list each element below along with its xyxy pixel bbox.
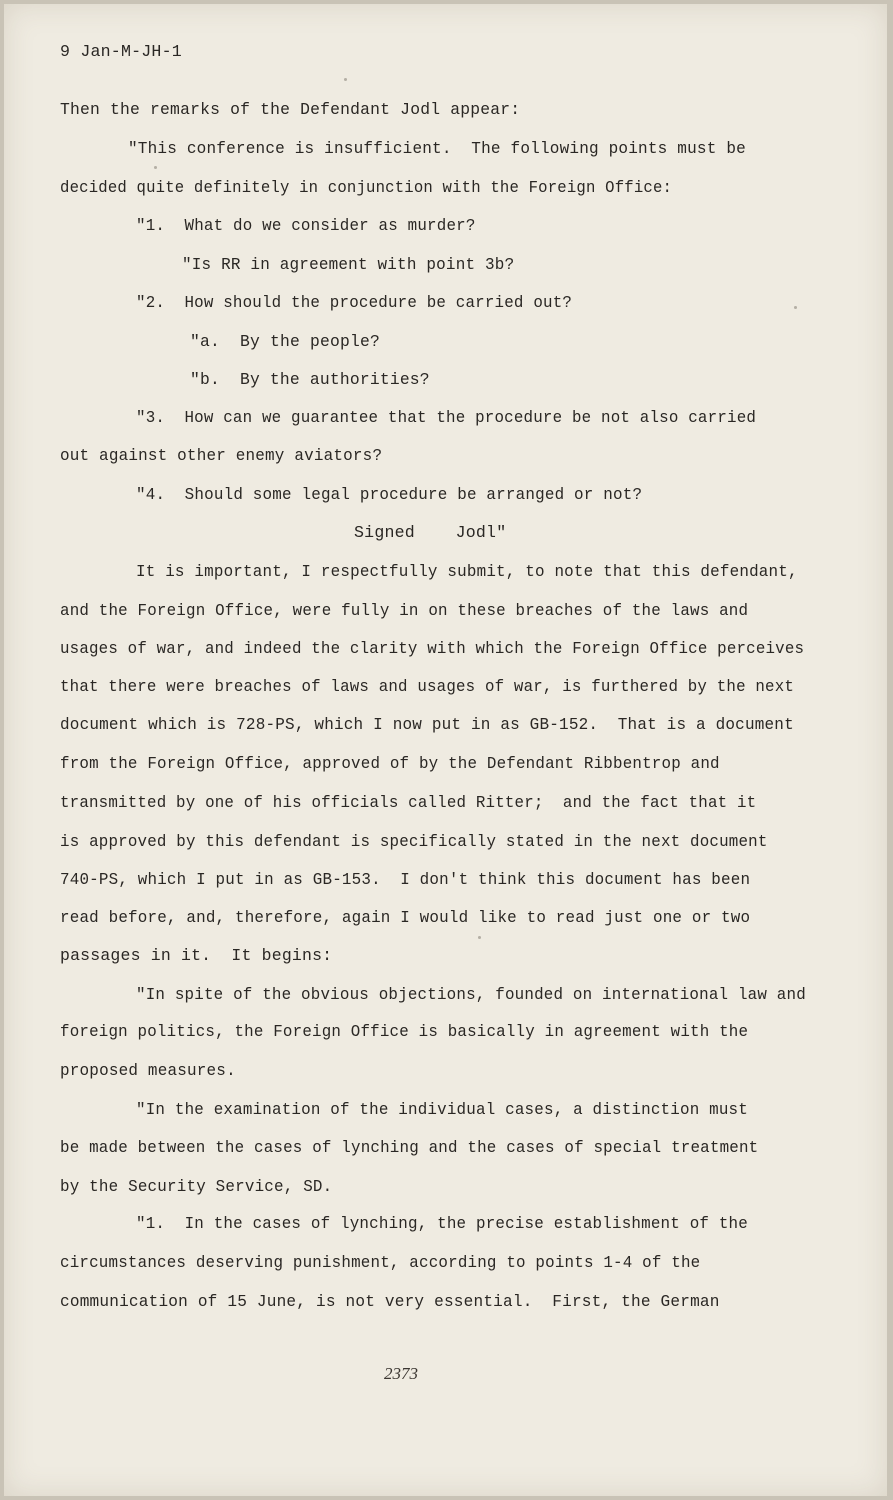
text-line: by the Security Service, SD.	[60, 1177, 333, 1196]
text-line: "In the examination of the individual cases, a distinction must	[136, 1100, 748, 1119]
text-line: Then the remarks of the Defendant Jodl appear:	[60, 100, 521, 119]
page-number: 2373	[384, 1364, 418, 1383]
text-line: read before, and, therefore, again I would like to read just one or two	[60, 908, 751, 927]
text-line: decided quite definitely in conjunction with the Foreign Office:	[60, 178, 673, 197]
text-line: It is important, I respectfully submit, to note that this defendant,	[136, 562, 798, 581]
text-line: "Is RR in agreement with point 3b?	[182, 255, 515, 274]
text-line: usages of war, and indeed the clarity with which the Foreign Office perceives	[60, 639, 805, 658]
text-line: from the Foreign Office, approved of by the Defendant Ribbentrop and	[60, 754, 720, 773]
text-line: 740-PS, which I put in as GB-153. I don't think this document has been	[60, 870, 751, 889]
text-line: "2. How should the procedure be carried out?	[136, 293, 573, 312]
text-line: communication of 15 June, is not very essential. First, the German	[60, 1292, 720, 1311]
text-line: "This conference is insufficient. The following points must be	[128, 139, 746, 158]
text-line: is approved by this defendant is specifically stated in the next document	[60, 832, 768, 851]
text-line: circumstances deserving punishment, according to points 1-4 of the	[60, 1253, 701, 1272]
text-line: "In spite of the obvious objections, founded on international law and	[136, 985, 806, 1004]
text-line: out against other enemy aviators?	[60, 446, 383, 465]
signature-line: Signed Jodl"	[354, 523, 507, 542]
text-line: "1. In the cases of lynching, the precise establishment of the	[136, 1214, 748, 1233]
text-line: "3. How can we guarantee that the procedure be not also carried	[136, 408, 757, 427]
document-page	[4, 4, 887, 1496]
text-line: proposed measures.	[60, 1061, 236, 1080]
text-line: that there were breaches of laws and usages of war, is furthered by the next	[60, 677, 795, 696]
paper-speck	[478, 936, 481, 939]
paper-speck	[794, 306, 797, 309]
text-line: "4. Should some legal procedure be arranged or not?	[136, 485, 643, 504]
text-line: "1. What do we consider as murder?	[136, 216, 476, 235]
paper-speck	[154, 166, 157, 169]
text-line: document which is 728-PS, which I now put in as GB-152. That is a document	[60, 715, 794, 734]
text-line: be made between the cases of lynching and the cases of special treatment	[60, 1138, 759, 1157]
document-reference: 9 Jan-M-JH-1	[60, 42, 182, 61]
text-line: "b. By the authorities?	[190, 370, 430, 389]
text-line: "a. By the people?	[190, 332, 381, 351]
paper-speck	[344, 78, 347, 81]
text-line: foreign politics, the Foreign Office is basically in agreement with the	[60, 1022, 749, 1041]
text-line: and the Foreign Office, were fully in on these breaches of the laws and	[60, 601, 749, 620]
text-line: passages in it. It begins:	[60, 946, 333, 965]
text-line: transmitted by one of his officials called Ritter; and the fact that it	[60, 793, 757, 812]
